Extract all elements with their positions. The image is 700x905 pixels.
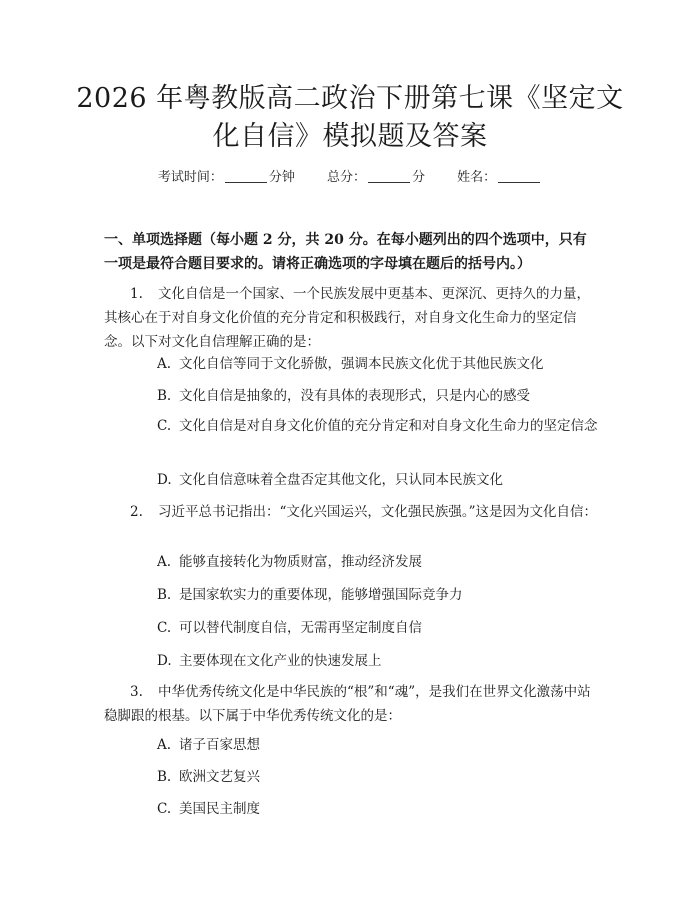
question-stem: 中华优秀传统文化是中华民族的“根”和“魂”，是我们在世界文化激荡中站稳脚跟的根基。以下属于中华优秀传统文化的是： (104, 684, 591, 724)
exam-score (327, 170, 429, 185)
question-number: 2. (130, 504, 143, 520)
option-text: 诸子百家思想 (179, 737, 260, 753)
exam-meta (0, 168, 700, 188)
question-2-option-b (157, 585, 598, 605)
option-letter: C. (157, 801, 172, 817)
option-text: 文化自信意味着全盘否定其他文化，只认同本民族文化 (179, 472, 503, 488)
question-2-option-c (157, 618, 598, 638)
question-1-option-c (104, 414, 598, 438)
option-letter: B. (157, 769, 172, 785)
question-1-option-a (157, 354, 598, 374)
option-text: 文化自信是对自身文化价值的充分肯定和对自身文化生命力的坚定信念 (179, 418, 598, 434)
question-2 (104, 500, 598, 524)
question-stem: 文化自信是一个国家、一个民族发展中更基本、更深沉、更持久的力量，其核心在于对自身文化价值的充分肯定和积极践行，对自身文化生命力的坚定信念。以下对文化自信理解正确的是： (104, 286, 590, 350)
question-stem: 习近平总书记指出：“文化兴国运兴，文化强民族强。”这是因为文化自信： (158, 504, 598, 520)
option-letter: B. (157, 587, 172, 603)
option-letter: A. (157, 554, 172, 570)
option-letter: A. (157, 356, 172, 372)
question-number: 3. (130, 684, 143, 700)
exam-name (457, 170, 542, 185)
question-1-option-d (157, 470, 598, 490)
score-label: 总分： (326, 170, 366, 185)
option-text: 是国家软实力的重要体现，能够增强国际竞争力 (179, 587, 463, 603)
question-2-option-a (157, 552, 598, 572)
page-title-line2: 化自信》模拟题及答案 (212, 121, 488, 152)
exam-time (158, 170, 299, 185)
option-text: 能够直接转化为物质财富，推动经济发展 (179, 554, 422, 570)
question-1-option-b (157, 386, 598, 406)
time-unit: 分钟 (268, 170, 295, 185)
question-number: 1. (130, 286, 143, 302)
option-letter: D. (157, 653, 172, 669)
name-label: 姓名： (457, 170, 497, 185)
option-text: 欧洲文艺复兴 (179, 769, 260, 785)
question-1 (104, 282, 598, 354)
section-heading: 一、单项选择题（每小题 2 分，共 20 分。在每小题列出的四个选项中，只有一项是最符合题目要求的。请将正确选项的字母填在题后的括号内。） (104, 232, 587, 272)
option-letter: C. (157, 418, 172, 434)
option-text: 美国民主制度 (179, 801, 260, 817)
name-blank (498, 168, 540, 183)
option-letter: A. (157, 737, 172, 753)
option-text: 文化自信是抽象的，没有具体的表现形式，只是内心的感受 (179, 388, 530, 404)
option-letter: D. (157, 472, 172, 488)
score-blank (368, 168, 410, 183)
question-3 (104, 680, 598, 728)
option-text: 主要体现在文化产业的快速发展上 (179, 653, 382, 669)
option-text: 可以替代制度自信，无需再坚定制度自信 (179, 620, 422, 636)
question-3-option-b (157, 767, 598, 787)
option-text: 文化自信等同于文化骄傲，强调本民族文化优于其他民族文化 (179, 356, 544, 372)
question-3-option-c (157, 799, 598, 819)
page-title-line1: 2026 年粤教版高二政治下册第七课《坚定文 (76, 83, 624, 114)
question-3-option-a (157, 735, 598, 755)
option-letter: C. (157, 620, 172, 636)
time-label: 考试时间： (157, 170, 223, 185)
score-unit: 分 (412, 170, 426, 185)
time-blank (225, 168, 267, 183)
question-2-option-d (157, 651, 598, 671)
option-letter: B. (157, 388, 172, 404)
